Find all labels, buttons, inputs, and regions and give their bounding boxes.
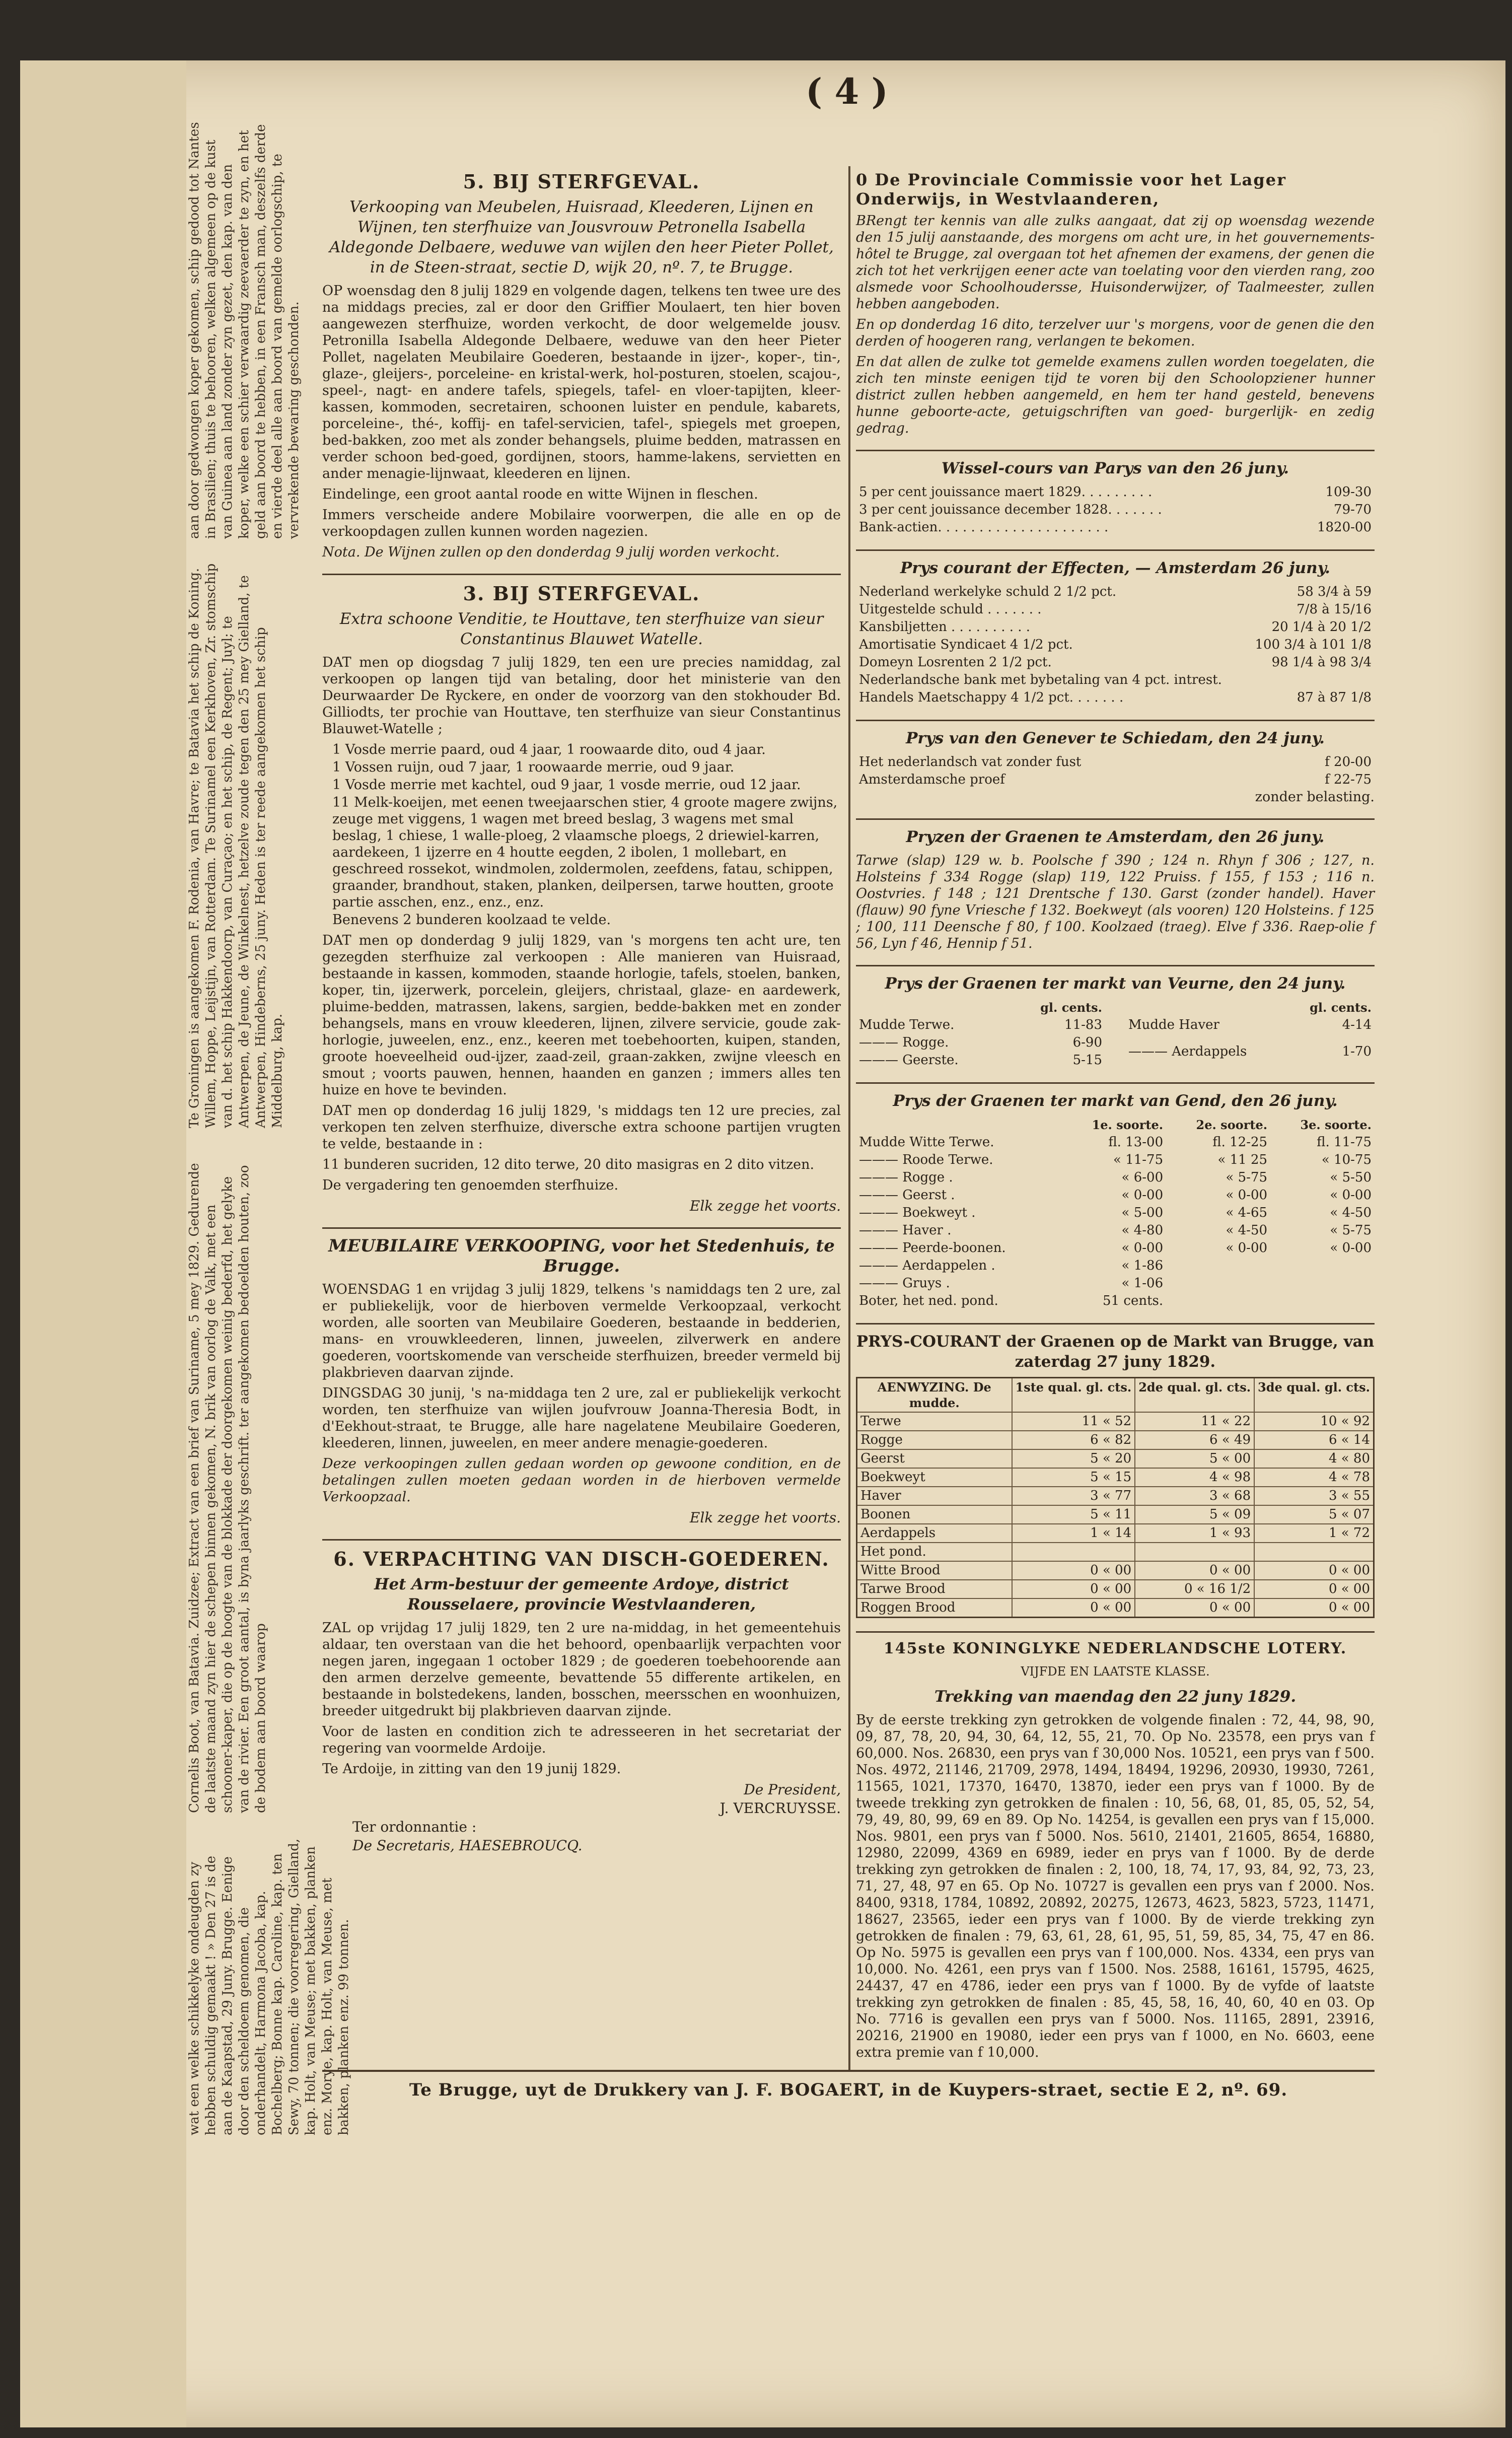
printer-footer: Te Brugge, uyt de Drukkery van J. F. BOGAERT, in de Kuypers-straet, sectie E 2, nº. 69. [409, 2080, 1288, 2100]
section-body: Tarwe (slap) 129 w. b. Poolsche f 390 ; 124 n. Rhyn f 306 ; 127, n. Holsteins f 334 Rogge (slap) 119, 122 Pruiss. f 155, f 153 ; 116 n. Oostvries. f 148 ; 121 Drentsche f 130. Garst (zonder handel). Haver (flauw) 90 fyne Vriesche f 132. Boekweyt (als vooren) 120 Holsteins. f 125 ; 100, 111 Deensche f 80, f 100. Koolzaed (traeg). Elve f 336. Raep-olie f 56, Lyn f 46, Hennip f 51. [856, 853, 1375, 951]
row-value: f 22-75 [1325, 772, 1372, 787]
price-cell: fl. 13-00 [1108, 1135, 1164, 1150]
row-label: Mudde Witte Terwe. [859, 1135, 994, 1150]
table-row [856, 1151, 1375, 1169]
row-label: Nederlandsche bank met bybetaling van 4 pct. intrest. [859, 672, 1222, 687]
notice-title: MEUBILAIRE VERKOOPING, voor het Stedenhuis, te Brugge. [328, 1236, 835, 1276]
row-label: Terwe [857, 1412, 1012, 1431]
notice-body: OP woensdag den 8 julij 1829 en volgende dagen, telkens ten twee ure des na middags precies, zal er door den Griffier Moulaert, ten hier boven aangewezen sterfhuize, worden verkocht, de door welgemelde jousv. Petronilla Isabella Aldegonde Delbaere, weduwe van den heer Pieter Pollet, nagelaten Meubilaire Goederen, bestaande in ijzer-, koper-, tin-, glaze-, gleijers-, porceleine- en kristal-werk, hol-posturen, stoelen, scajou-, speel-, nagt- en andere tafels, spiegels, tafel- en vloer-tapijten, kleer-kassen, kommoden, secretairen, schoonen luister en pendule, kabarets, porceleine-, thé-, koffij- en tafel-servicien, tafel-, spiegels met groepen, bed-bakken, zoo met als zonder behangsels, pluime bedden, matrassen en verder schoon bed-goed, gordijnen, stoors, hamme-lakens, servietten en ander menagie-lijnwaat, kleederen en lijnen. [322, 283, 841, 481]
row-label: Aerdappels [857, 1524, 1012, 1543]
row-label: Het nederlandsch vat zonder fust [859, 754, 1082, 770]
price-cell: « 11-75 [1113, 1152, 1164, 1167]
section-title: 145ste KONINGLYKE NEDERLANDSCHE LOTERY. [883, 1640, 1347, 1657]
price-cell: 0 « 00 [1012, 1561, 1135, 1580]
row-label: ——— Geerst . [859, 1188, 955, 1203]
notice-body: En dat allen de zulke tot gemelde examens zullen worden toegelaten, die zich ten minste eenigen tijd te voren bij den Schoolopziener hunner district zullen hebben aangemeld, en hem ter hand gesteld, benevens hunne geboorte-acte, getuigschriften van goed- burgerlijk- en zedig gedrag. [856, 354, 1375, 436]
price-cell: « 5-75 [1330, 1223, 1372, 1238]
table-row [857, 1487, 1374, 1505]
section-title: Prys der Graenen ter markt van Gend, den 26 juny. [893, 1092, 1338, 1110]
table-row [857, 1505, 1374, 1524]
price-cell: « 0-00 [1226, 1188, 1268, 1203]
table-row [856, 689, 1375, 707]
table-row [856, 671, 1375, 689]
gend-grain [856, 1091, 1375, 1310]
row-label: 5 per cent jouissance maert 1829. . . . . . . . . [859, 484, 1153, 500]
page-number: ( 4 ) [806, 71, 888, 112]
side-column-text: aan door gedwongen koper gekomen, schip gedood tot Nantes in Brasilien; thuis te behooren, welken algemeen op de kust van Guinea aan land zonder zyn gezet, den kap. van den koper, welke een schier verwaardig zeevaerder te zyn, en het geld aan boord te hebben, in een Fransch man, deszelfs derde en vierde deel alle aan boord van gemelde oorlogschip, te vervrekende bewaring geschonden. [187, 122, 302, 539]
price-cell [1270, 1275, 1375, 1292]
table-row [856, 1034, 1105, 1052]
divider [856, 965, 1375, 966]
notice-title: De Provinciale Commissie voor het Lager Onderwijs, in Westvlaanderen, [856, 170, 1286, 208]
row-label: Boter, het ned. pond. [859, 1293, 998, 1308]
notice-body: De vergadering ten genoemden sterfhuize. [322, 1177, 619, 1193]
section-title: Pryzen der Graenen te Amsterdam, den 26 juny. [906, 828, 1325, 846]
row-label: Kansbiljetten . . . . . . . . . . [859, 619, 1031, 635]
row-label: ——— Aerdappels [1128, 1043, 1247, 1059]
divider [856, 1082, 1375, 1084]
binding-margin [20, 60, 186, 2427]
price-cell: 1 « 93 [1135, 1524, 1254, 1543]
table-row [856, 519, 1375, 536]
price-cell: 11 « 22 [1135, 1412, 1254, 1431]
price-cell: 1 « 14 [1012, 1524, 1135, 1543]
genever-note: zonder belasting. [1255, 789, 1375, 805]
table-row [1125, 1043, 1375, 1070]
price-cell [1166, 1257, 1270, 1275]
row-label: Rogge [857, 1431, 1012, 1449]
right-column [856, 166, 1375, 2065]
row-label: Bank-actien. . . . . . . . . . . . . . . . . . . . . [859, 520, 1109, 535]
notice-body: Deze verkoopingen zullen gedaan worden op gewoone condition, en de betalingen zullen moeten gedaan worden in de hierboven vermelde Verkoopzaal. [322, 1456, 841, 1505]
price-cell: 3 « 77 [1012, 1487, 1135, 1505]
notice-number: 5. [463, 170, 485, 193]
row-value: 1-70 [1342, 1043, 1372, 1059]
row-value [1245, 671, 1375, 689]
column-header: AENWYZING. De mudde. [857, 1378, 1012, 1413]
notice-body: DAT men op donderdag 9 julij 1829, van 's morgens ten acht ure, ten gezegden sterfhuize zal verkoopen : Alle manieren van Huisraad, bestaande in kassen, kommoden, staande horlogie, tafels, stoelen, banken, koper, tin, ijzerwerk, porcelein, gleijers, christaal, glaze- en aardewerk, pluime-bedden, matrassen, lakens, sargien, bedde-bakken met en zonder behangsels, mans en vrouw kleederen, lijnen, zilvere servicie, goude zak-horlogie, juweelen, enz., enz., keeren met toebehoorten, kuipen, standen, groote hoeveelheid oud-ijzer, zaad-zeil, graan-zakken, zwijne vleesch en smout ; voorts pauwen, hennen, haanden en ganzen ; immers alles ten huize en hove te bevinden. [322, 933, 841, 1098]
notice-subtitle: Het Arm-bestuur der gemeente Ardoye, district Rousselaere, provincie Westvlaanderen, [374, 1575, 789, 1614]
row-label: ——— Geerste. [859, 1053, 959, 1068]
row-value: 100 3/4 à 101 1/8 [1255, 637, 1372, 652]
signatory-title: De President, [744, 1781, 841, 1798]
table-row [857, 1580, 1374, 1598]
genever-table [856, 753, 1375, 789]
price-cell: 5 « 07 [1254, 1505, 1374, 1524]
effecten-courant [856, 558, 1375, 707]
row-label: Tarwe Brood [857, 1580, 1012, 1598]
table-row [856, 1292, 1375, 1310]
table-row [1125, 1016, 1375, 1043]
row-value: 58 3/4 à 59 [1297, 584, 1372, 599]
price-cell [1270, 1292, 1375, 1310]
veurne-table-left [856, 999, 1105, 1069]
price-cell: « 6-00 [1121, 1170, 1164, 1185]
gend-table [856, 1116, 1375, 1310]
price-cell: « 4-50 [1226, 1223, 1268, 1238]
column-header: 2e. soorte. [1196, 1118, 1268, 1132]
divider [322, 574, 841, 575]
table-row [856, 1275, 1375, 1292]
notice-body: DINGSDAG 30 junij, 's na-middaga ten 2 ure, zal er publiekelijk verkocht worden, ten sterfhuize van wijlen joufvrouw Joanna-Theresia Bodt, in d'Eekhout-straat, te Brugge, alle hare nagelatene Meubilaire Goederen, kleederen, linnen, juweelen, en meer andere menagie-goederen. [322, 1385, 841, 1451]
price-cell: fl. 12-25 [1212, 1135, 1268, 1150]
veurne-table-right [1125, 999, 1375, 1069]
notice-verpachting [322, 1548, 841, 1854]
signatory-name: J. VERCRUYSSE. [719, 1800, 841, 1817]
section-subtitle: VIJFDE EN LAATSTE KLASSE. [1021, 1664, 1210, 1679]
list-item: Benevens 2 bunderen koolzaad te velde. [332, 912, 611, 928]
veurne-grain [856, 973, 1375, 1069]
column-header: 3de qual. gl. cts. [1254, 1378, 1374, 1413]
price-cell: « 4-65 [1226, 1205, 1268, 1220]
notice-body: WOENSDAG 1 en vrijdag 3 julij 1829, telkens 's namiddags ten 2 ure, zal er publiekelijk, voor de hierboven vermelde Verkoopzaal, verkocht worden, alle soorten van Meubilaire Goederen, bestaande in bedderien, mans- en vrouwkleederen, linnen, juweelen, zilverwerk en andere goederen, voortskomende van verscheide sterfhuizen, breeder vermeld bij plakbrieven daarvan zijnde. [322, 1282, 841, 1380]
table-row [856, 618, 1375, 636]
price-cell: 51 cents. [1103, 1293, 1164, 1308]
table-row [856, 636, 1375, 654]
price-cell: 6 « 49 [1135, 1431, 1254, 1449]
price-cell: 3 « 55 [1254, 1487, 1374, 1505]
divider [856, 1631, 1375, 1633]
table-row [856, 771, 1375, 789]
price-cell: 5 « 00 [1135, 1449, 1254, 1468]
row-label: Domeyn Losrenten 2 1/2 pct. [859, 655, 1052, 670]
price-cell: « 0-00 [1330, 1240, 1372, 1256]
effecten-table [856, 583, 1375, 707]
row-label: Haver [857, 1487, 1012, 1505]
row-label: ——— Rogge. [859, 1035, 949, 1050]
notice-body: Voor de lasten en condition zich te adresseeren in het secretariat der regering van voormelde Ardoije. [322, 1724, 841, 1756]
divider [856, 549, 1375, 551]
row-label: ——— Rogge . [859, 1170, 953, 1185]
table-row [856, 1169, 1375, 1187]
signatory-name: De Secretaris, HAESEBROUCQ. [352, 1837, 583, 1854]
row-label: Handels Maetschappy 4 1/2 pct. . . . . . . [859, 690, 1124, 705]
notice-sterfgeval-1 [322, 170, 841, 561]
price-cell: 0 « 00 [1135, 1598, 1254, 1618]
table-row [856, 753, 1375, 771]
price-cell: 11 « 52 [1012, 1412, 1135, 1431]
price-cell: 4 « 78 [1254, 1468, 1374, 1487]
row-value: 20 1/4 à 20 1/2 [1271, 619, 1372, 635]
genever-prices [856, 728, 1375, 805]
section-title: PRYS-COURANT der Graenen op de Markt van Brugge, van zaterdag 27 juny 1829. [856, 1333, 1375, 1371]
price-cell: 0 « 00 [1254, 1561, 1374, 1580]
notice-number: 6. [333, 1548, 355, 1570]
row-label: Boekweyt [857, 1468, 1012, 1487]
side-column-text: Te Groningen is aangekomen F. Rodenia, van Havre; te Batavia het schip de Koning. Willem, Hoppe, Leijstijn, van Rotterdam. Te Surinamel een Kerkhoven, Zr. stomschip van d. het schip Hakkendoorp, van Curaçao; en het schip, de Regent; Juyl; te Antwerpen, de Jeune, de Winkelnest, hetzelve zoude tegen den 25 mey Gielland, te Antwerpen, Hindeberns, 25 juny. Heden is ter reede aangekomen het schip Middelburg, kap. [187, 563, 285, 1128]
price-cell: 5 « 15 [1012, 1468, 1135, 1487]
section-title: Prys der Graenen ter markt van Veurne, den 24 juny. [885, 974, 1346, 993]
notice-sterfgeval-2 [322, 582, 841, 1214]
row-label: ——— Roode Terwe. [859, 1152, 993, 1167]
notice-body: 11 bunderen sucriden, 12 dito terwe, 20 dito masigras en 2 dito vitzen. [322, 1157, 815, 1172]
price-cell: « 0-00 [1121, 1188, 1164, 1203]
notice-body: En op donderdag 16 dito, terzelver uur 's morgens, voor de genen die den derden of hoogeren rang, verlangen te bekomen. [856, 317, 1375, 349]
brugge-grain [856, 1332, 1375, 1618]
left-column [322, 166, 841, 2065]
notice-body: Eindelinge, een groot aantal roode en witte Wijnen in fleschen. [322, 486, 758, 502]
price-cell: 0 « 00 [1012, 1580, 1135, 1598]
column-header: 1ste qual. gl. cts. [1012, 1378, 1135, 1413]
notice-number: 0 [856, 170, 869, 189]
notice-subtitle: Extra schoone Venditie, te Houttave, ten sterfhuize van sieur Constantinus Blauwet Watelle. [339, 610, 824, 648]
table-row [856, 1222, 1375, 1239]
amsterdam-grain [856, 827, 1375, 952]
row-value: 4-14 [1342, 1017, 1372, 1032]
table-row [857, 1431, 1374, 1449]
row-value: 79-70 [1334, 502, 1372, 517]
list-item: 1 Vosde merrie met kachtel, oud 9 jaar, 1 vosde merrie, oud 12 jaar. [332, 777, 801, 793]
notice-body: DAT men op diogsdag 7 julij 1829, ten een ure precies namiddag, zal verkoopen op langen tijd van betaling, door het ministerie van den Deurwaarder De Ryckere, en onder de voorzorg van den stokhouder Bd. Gilliodts, ter prochie van Houttave, ten sterfhuize van sieur Constantinus Blauwet-Watelle ; [322, 655, 841, 737]
price-cell: « 5-50 [1330, 1170, 1372, 1185]
notice-title: BIJ STERFGEVAL. [492, 582, 700, 605]
price-cell: 5 « 11 [1012, 1505, 1135, 1524]
notice-body: BRengt ter kennis van alle zulks aangaat, dat zij op woensdag wezende den 15 julij aanstaande, des morgens om acht ure, in het gouvernements-hôtel te Brugge, zal overgaan tot het afnemen der examens, der genen die zich tot het verkrijgen eener acte van toelating voor den vierden rang, zoo alsmede voor Schoolhoudersse, Huisonderwijzer, of Taalmeester, zullen hebben aangeboden. [856, 213, 1375, 312]
notice-subtitle: Verkooping van Meubelen, Huisraad, Kleederen, Lijnen en Wijnen, ten sterfhuize van Jousvrouw Petronella Isabella Aldegonde Delbaere, weduwe van wijlen den heer Pieter Pollet, in de Steen-straat, sectie D, wijk 20, nº. 7, te Brugge. [329, 198, 834, 276]
table-row [856, 654, 1375, 671]
row-label: Roggen Brood [857, 1598, 1012, 1618]
notice-commissie [856, 170, 1375, 437]
price-cell: fl. 11-75 [1317, 1135, 1372, 1150]
price-cell: 0 « 00 [1135, 1561, 1254, 1580]
price-cell: « 0-00 [1330, 1188, 1372, 1203]
table-row [856, 1016, 1105, 1034]
price-cell: 6 « 14 [1254, 1431, 1374, 1449]
price-cell [1166, 1292, 1270, 1310]
notice-meubilaire [322, 1236, 841, 1526]
notice-body: ZAL op vrijdag 17 julij 1829, ten 2 ure na-middag, in het gemeentehuis aldaar, ten overstaan van die het behoord, openbaarlijk verpachten voor negen jaren, ingegaan 1 october 1829 ; de goederen toebehoorende aan den armen derzelve gemeente, bevattende 55 differente artikelen, en bestaande in bolstedekens, landen, bosschen, meersschen en woonhuizen, breeder uitgedrukt bij plakbrieven daarvan zijnde. [322, 1620, 841, 1719]
lottery [856, 1640, 1375, 2061]
table-row [856, 1187, 1375, 1204]
row-label: Geerst [857, 1449, 1012, 1468]
price-cell: « 4-50 [1330, 1205, 1372, 1220]
section-title: Prys courant der Effecten, — Amsterdam 26 juny. [900, 559, 1330, 577]
price-cell: 3 « 68 [1135, 1487, 1254, 1505]
price-cell: 10 « 92 [1254, 1412, 1374, 1431]
row-value: 11-83 [1064, 1017, 1102, 1032]
price-cell: « 0-00 [1121, 1240, 1164, 1256]
price-cell: 0 « 00 [1254, 1598, 1374, 1618]
side-column-text: Cornelis Boot, van Batavia. Zuidzee; Extract van een brief van Suriname, 5 mey 1829. Gedurende de laatste maand zyn hier de schepen binnen gekomen, N. brik van oorlog de Valk, met een schooner-kaper, die op de hoogte van de blokkade der doorgekomen weinig bederfd, het gelyke van de rivier. Een groot aantal, is byna jaarlyks geschrift. ter aangekomen bedoelden houten, zoo de bodem aan boord waarop [187, 1163, 268, 1813]
price-cell: 5 « 20 [1012, 1449, 1135, 1468]
divider [322, 1539, 841, 1541]
table-row [857, 1449, 1374, 1468]
notice-number: 3. [463, 582, 485, 605]
row-value: 6-90 [1072, 1035, 1102, 1050]
section-title: Prys van den Genever te Schiedam, den 24 juny. [906, 729, 1325, 747]
table-row [857, 1468, 1374, 1487]
price-cell [1270, 1257, 1375, 1275]
table-row [856, 601, 1375, 618]
row-value: 109-30 [1325, 484, 1372, 500]
table-row [857, 1412, 1374, 1431]
price-cell: 0 « 00 [1012, 1598, 1135, 1618]
divider [856, 720, 1375, 721]
row-value: 98 1/4 à 98 3/4 [1271, 655, 1372, 670]
price-cell: 0 « 16 1/2 [1135, 1580, 1254, 1598]
wissel-cours [856, 458, 1375, 536]
table-row [857, 1598, 1374, 1618]
table-row [856, 483, 1375, 501]
signatory-title: Ter ordonnantie : [352, 1819, 477, 1835]
table-row [857, 1543, 1374, 1561]
divider [856, 1323, 1375, 1325]
price-cell [1166, 1275, 1270, 1292]
column-header: 1e. soorte. [1092, 1118, 1164, 1132]
price-cell: 5 « 09 [1135, 1505, 1254, 1524]
table-row [856, 1257, 1375, 1275]
table-row [856, 1204, 1375, 1222]
row-label: ——— Aerdappelen . [859, 1258, 995, 1273]
notice-signoff: Elk zegge het voorts. [689, 1198, 841, 1214]
row-label: Het pond. [857, 1543, 1012, 1561]
table-row [856, 1134, 1375, 1151]
divider [322, 1227, 841, 1229]
brugge-table [856, 1377, 1375, 1618]
lottery-date: Trekking van maendag den 22 juny 1829. [934, 1688, 1297, 1706]
section-title: Wissel-cours van Parys van den 26 juny. [941, 459, 1289, 477]
row-label: Amortisatie Syndicaet 4 1/2 pct. [859, 637, 1073, 652]
row-label: ——— Boekweyt . [859, 1205, 976, 1220]
footer-rule [322, 2070, 1375, 2072]
price-cell [1135, 1543, 1254, 1561]
list-item: 1 Vossen ruijn, oud 7 jaar, 1 roowaarde merrie, oud 9 jaar. [332, 759, 735, 775]
price-cell: 4 « 80 [1254, 1449, 1374, 1468]
list-item: 1 Vosde merrie paard, oud 4 jaar, 1 roowaarde dito, oud 4 jaar. [332, 742, 766, 757]
column-rule [848, 166, 850, 2070]
divider [856, 818, 1375, 820]
table-row [856, 1052, 1105, 1069]
notice-title: VERPACHTING VAN DISCH-GOEDEREN. [363, 1548, 830, 1570]
row-label: Mudde Terwe. [859, 1017, 955, 1032]
unit-header: gl. cents. [1040, 1000, 1102, 1015]
price-cell [1012, 1543, 1135, 1561]
table-row [856, 501, 1375, 519]
row-label: Nederland werkelyke schuld 2 1/2 pct. [859, 584, 1117, 599]
notice-signoff: Elk zegge het voorts. [689, 1509, 841, 1526]
wissel-table [856, 483, 1375, 536]
price-cell [1254, 1543, 1374, 1561]
price-cell: 1 « 72 [1254, 1524, 1374, 1543]
list-item: 11 Melk-koeijen, met eenen tweejaarschen stier, 4 groote magere zwijns, zeuge met viggens, 1 wagen met breed beslag, 3 wagens met smal beslag, 1 chiese, 1 walle-ploeg, 2 vlaamsche ploegs, 2 driewiel-karren, aardekeen, 1 ijzerre en 4 houtte eegden, 2 ibolen, 1 mollebart, en geschreed rossekot, windmolen, zoldermolen, zeefdens, fatau, schippen, graander, brandhout, staken, planken, deilpersen, tarwe houtten, groote partie asschen, enz., enz., enz. [332, 795, 838, 910]
row-label: Uitgestelde schuld . . . . . . . [859, 602, 1042, 617]
row-value: 7/8 à 15/16 [1297, 602, 1372, 617]
row-label: Witte Brood [857, 1561, 1012, 1580]
notice-body: Immers verscheide andere Mobilaire voorwerpen, die alle en op de verkoopdagen zullen kunnen worden nagezien. [322, 507, 841, 539]
table-row [857, 1561, 1374, 1580]
lottery-results: By de eerste trekking zyn getrokken de volgende finalen : 72, 44, 98, 90, 09, 87, 78, 20, 94, 30, 64, 12, 55, 21, 70. Op No. 23578, een prys van f 60,000. Nos. 26830, een prys van f 30,000 Nos. 10521, een prys van f 500. Nos. 4972, 21146, 21709, 2978, 1494, 18494, 19296, 20930, 19930, 7261, 11565, 1021, 17370, 16470, 13870, ieder een prys van f 1000. By de tweede trekking zyn getrokken de finalen : 10, 56, 68, 01, 85, 05, 52, 54, 79, 49, 80, 99, 69 en 89. Op No. 14254, is gevallen een prys van f 15,000. Nos. 9801, een prys van f 5000. Nos. 5610, 21401, 21605, 8654, 16880, 12980, 22099, 4369 en 6989, ieder en prys van f 1000. By de derde trekking zyn getrokken de finalen : 2, 100, 18, 74, 17, 93, 84, 92, 73, 23, 71, 27, 48, 97 en 65. Op No. 10727 is gevallen een prys van f 2000. Nos. 8400, 9318, 1784, 10892, 20892, 20275, 12673, 4623, 5823, 5723, 11471, 18627, 23565, ieder een prys van f 1000. By de vierde trekking zyn getrokken de finalen : 79, 63, 61, 28, 61, 95, 51, 59, 85, 34, 75, 47 en 86. Op No. 5975 is gevallen een prys van f 100,000. Nos. 4334, een prys van 10,000. No. 4261, een prys van f 1500. Nos. 2588, 16161, 15795, 4625, 24437, 47 en 4786, ieder een prys van f 1000. By de vyfde of laatste trekking zyn getrokken de finalen : 85, 45, 58, 16, 40, 60, 40 en 03. Op No. 7716 is gevallen een prys van f 5000. Nos. 11165, 2891, 23916, 20216, 21900 en 19080, ieder een prys van f 1000, en No. 6603, eene extra premie van f 10,000. [856, 1712, 1375, 2060]
notice-body: DAT men op donderdag 16 julij 1829, 's middags ten 12 ure precies, zal verkopen ten zelven sterfhuize, diversche extra schoone partijen vrugten te velde, bestaande in : [322, 1103, 841, 1152]
row-label: ——— Haver . [859, 1223, 952, 1238]
row-label: Amsterdamsche proef [859, 772, 1005, 787]
unit-header: gl. cents. [1310, 1000, 1372, 1015]
price-cell: 6 « 82 [1012, 1431, 1135, 1449]
table-row [856, 1239, 1375, 1257]
notice-title: BIJ STERFGEVAL. [492, 170, 700, 193]
price-cell: « 5-00 [1121, 1205, 1164, 1220]
price-cell: « 10-75 [1321, 1152, 1372, 1167]
price-cell: 4 « 98 [1135, 1468, 1254, 1487]
row-value: 87 à 87 1/8 [1297, 690, 1372, 705]
price-cell: « 1-06 [1121, 1276, 1164, 1291]
price-cell: « 4-80 [1121, 1223, 1164, 1238]
column-header: 2de qual. gl. cts. [1135, 1378, 1254, 1413]
notice-note: Nota. De Wijnen zullen op den donderdag 9 julij worden verkocht. [322, 544, 780, 560]
row-label: ——— Gruys . [859, 1276, 950, 1291]
row-label: Boonen [857, 1505, 1012, 1524]
table-row [856, 583, 1375, 601]
table-row [857, 1524, 1374, 1543]
column-header: 3e. soorte. [1300, 1118, 1372, 1132]
item-list [332, 741, 841, 928]
notice-body: Te Ardoije, in zitting van den 19 junij 1829. [322, 1761, 621, 1777]
row-value: f 20-00 [1325, 754, 1372, 770]
price-cell: 0 « 00 [1254, 1580, 1374, 1598]
row-value: 1820-00 [1317, 520, 1372, 535]
price-cell: « 11 25 [1217, 1152, 1268, 1167]
side-column-text: wat een welke schikkelyke ondeugden zy hebben schuldig gemaakt ! » Den 27 is de aan de Kaapstad, 29 Juny. Brugge. Eenige door den scheldoem genomen, die onderhandelt, Harmona Jacoba, kap. Bochelberg; Bonne kap. Caroline, kap. ten Sewy, 70 tonnen; die voorregering, Gielland, kap. Holt, van Meuse; met bakken, planken enz. Morye, kap. Holt, van Meuse, met bakken, planken enz. 99 tonnen. [187, 1838, 351, 2135]
price-cell: « 1-86 [1121, 1258, 1164, 1273]
row-value: 5-15 [1072, 1053, 1102, 1068]
divider [856, 450, 1375, 451]
row-label: ——— Peerde-boonen. [859, 1240, 1006, 1256]
row-label: 3 per cent jouissance december 1828. . . . . . . [859, 502, 1162, 517]
row-label: Mudde Haver [1128, 1017, 1219, 1032]
price-cell: « 0-00 [1226, 1240, 1268, 1256]
price-cell: « 5-75 [1226, 1170, 1268, 1185]
column-header [856, 1116, 1062, 1134]
